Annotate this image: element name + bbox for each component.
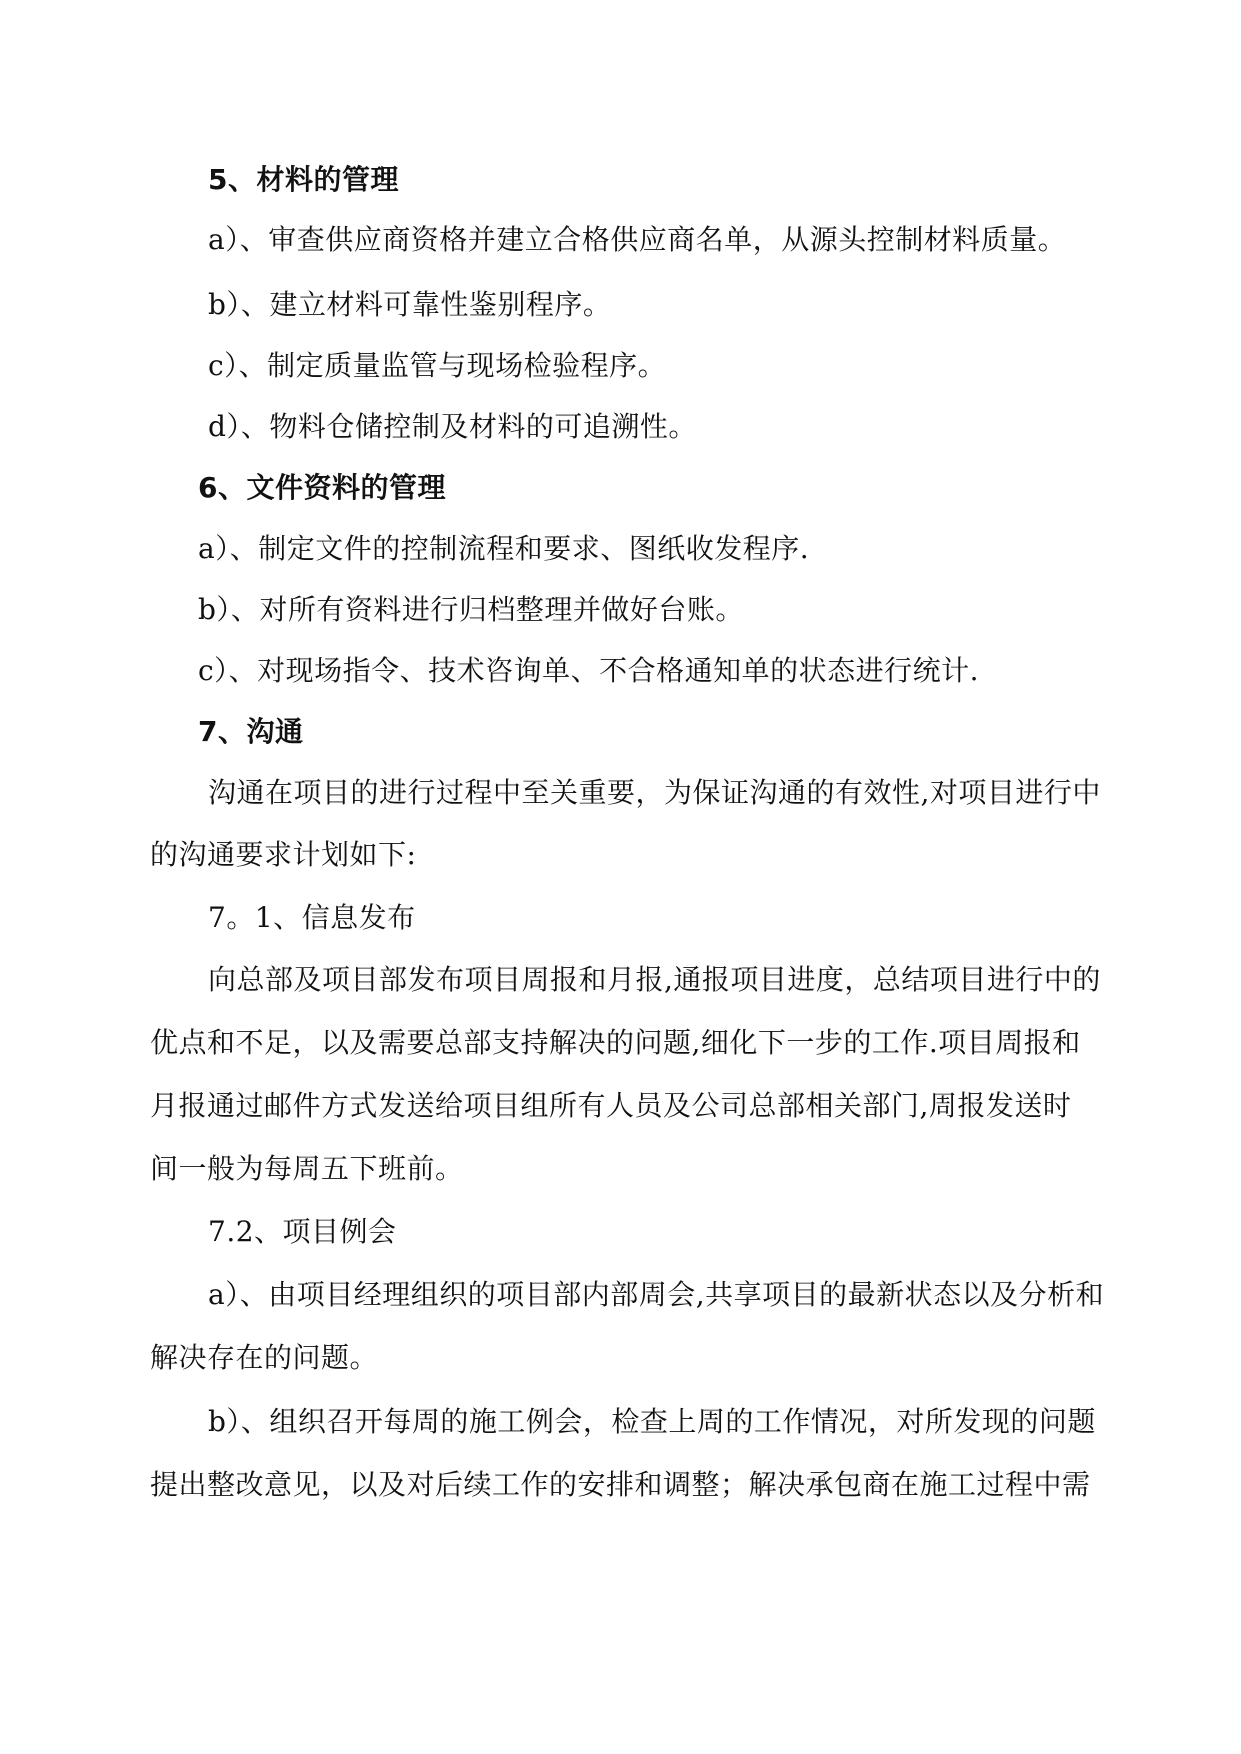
info-release-line-4: 间一般为每周五下班前。	[150, 1152, 464, 1185]
info-release-line-3: 月报通过邮件方式发送给项目组所有人员及公司总部相关部门,周报发送时	[150, 1089, 1072, 1122]
subsection-7-2-heading: 7.2、项目例会	[208, 1215, 397, 1248]
section-7-heading: 7、沟通	[198, 715, 304, 748]
documents-item-a: a）、制定文件的控制流程和要求、图纸收发程序.	[198, 532, 810, 565]
documents-item-b: b）、对所有资料进行归档整理并做好台账。	[198, 593, 744, 626]
info-release-line-1: 向总部及项目部发布项目周报和月报,通报项目进度，总结项目进行中的	[208, 963, 1101, 996]
meeting-item-b-line-2: 提出整改意见，以及对后续工作的安排和调整；解决承包商在施工过程中需	[150, 1468, 1091, 1501]
materials-item-a: a）、审查供应商资格并建立合格供应商名单，从源头控制材料质量。	[208, 223, 1067, 256]
section-6-heading: 6、文件资料的管理	[198, 471, 446, 504]
communication-intro-line-2: 的沟通要求计划如下:	[150, 838, 417, 871]
materials-item-c: c）、制定质量监管与现场检验程序。	[208, 349, 667, 382]
info-release-line-2: 优点和不足，以及需要总部支持解决的问题,细化下一步的工作.项目周报和	[150, 1026, 1081, 1059]
documents-item-c: c）、对现场指令、技术咨询单、不合格通知单的状态进行统计.	[198, 654, 980, 687]
materials-item-b: b）、建立材料可靠性鉴别程序。	[208, 288, 612, 321]
meeting-item-a-line-2: 解决存在的问题。	[150, 1341, 379, 1374]
subsection-7-1-heading: 7。1、信息发布	[208, 901, 416, 934]
materials-item-d: d）、物料仓储控制及材料的可追溯性。	[208, 410, 697, 443]
meeting-item-a-line-1: a）、由项目经理组织的项目部内部周会,共享项目的最新状态以及分析和	[208, 1278, 1105, 1311]
communication-intro-line-1: 沟通在项目的进行过程中至关重要，为保证沟通的有效性,对项目进行中	[208, 776, 1101, 809]
meeting-item-b-line-1: b）、组织召开每周的施工例会，检查上周的工作情况，对所发现的问题	[208, 1405, 1096, 1438]
section-5-heading: 5、材料的管理	[208, 163, 399, 196]
